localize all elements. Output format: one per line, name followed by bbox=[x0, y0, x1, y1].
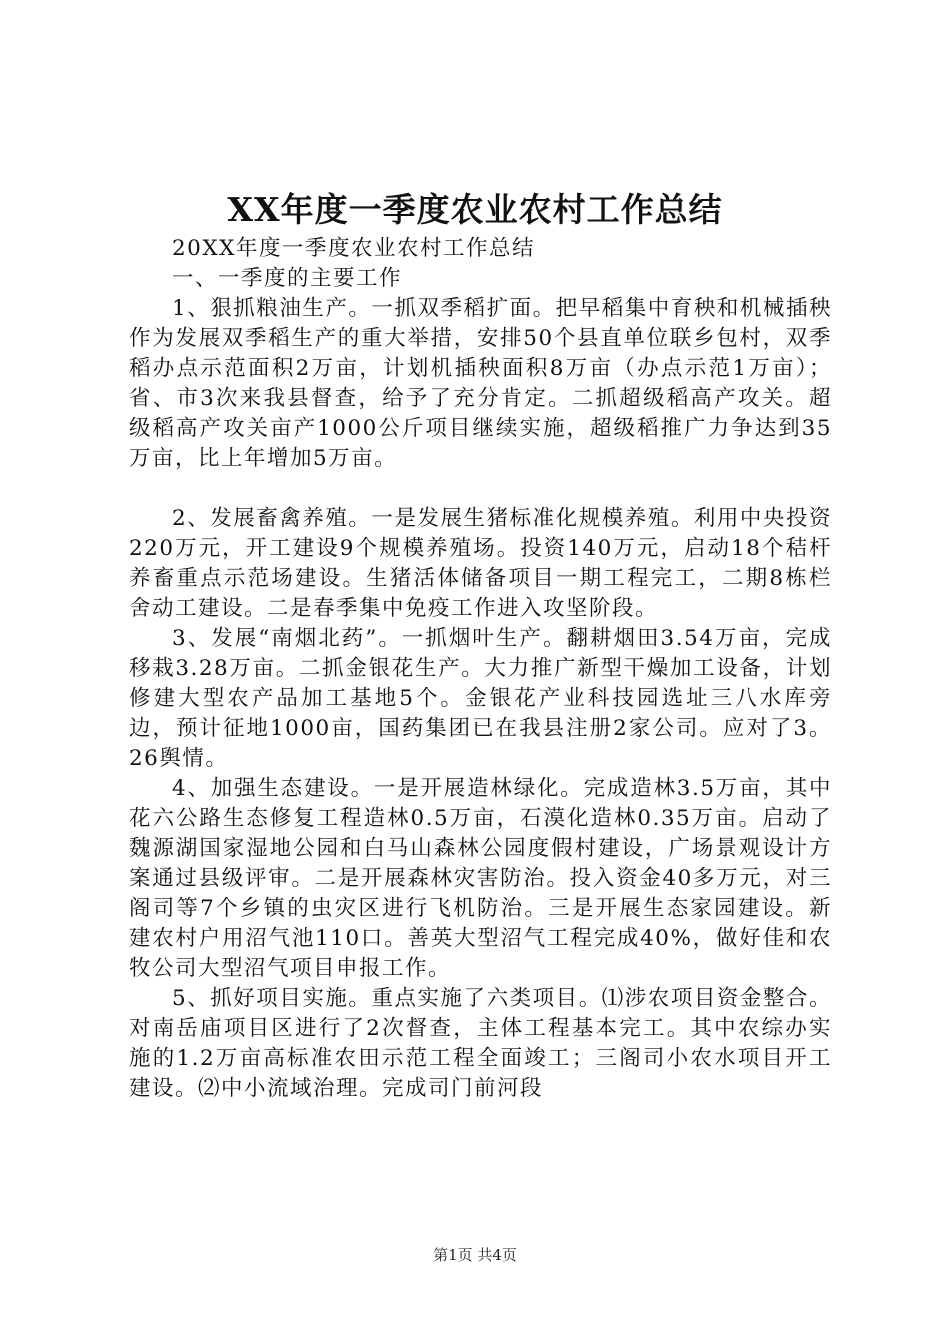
paragraph-item-3: 3、发展“南烟北药”。一抓烟叶生产。翻耕烟田3.54万亩，完成移栽3.28万亩。二抓金银花生产。大力推广新型干燥加工设备，计划修建大型农产品加工基地5个。金银花产业科技园选址三八水库旁边，预计征地1000亩，国药集团已在我县注册2家公司。应对了3。26舆情。 bbox=[129, 626, 832, 771]
paragraph-section-heading: 一、一季度的主要工作 bbox=[172, 266, 403, 291]
page-footer: 第1页 共4页 bbox=[433, 1246, 517, 1264]
paragraph-item-2: 2、发展畜禽养殖。一是发展生猪标准化规模养殖。利用中央投资220万元，开工建设9个规模养殖场。投资140万元，启动18个秸杆养畜重点示范场建设。生猪活体储备项目一期工程完工，二期8栋栏舍动工建设。二是春季集中免疫工作进入攻坚阶段。 bbox=[129, 506, 832, 621]
document-title: XX年度一季度农业农村工作总结 bbox=[227, 190, 723, 229]
paragraph-subtitle: 20XX年度一季度农业农村工作总结 bbox=[172, 236, 535, 261]
document-body bbox=[129, 234, 832, 1104]
paragraph-item-4: 4、加强生态建设。一是开展造林绿化。完成造林3.5万亩，其中花六公路生态修复工程造林0.5万亩，石漠化造林0.35万亩。启动了魏源湖国家湿地公园和白马山森林公园度假村建设，广场景观设计方案通过县级评审。二是开展森林灾害防治。投入资金40多万元，对三阁司等7个乡镇的虫灾区进行飞机防治。三是开展生态家园建设。新建农村户用沼气池110口。善英大型沼气工程完成40%，做好佳和农牧公司大型沼气项目申报工作。 bbox=[129, 776, 832, 981]
paragraph-item-1: 1、狠抓粮油生产。一抓双季稻扩面。把早稻集中育秧和机械插秧作为发展双季稻生产的重大举措，安排50个县直单位联乡包村，双季稻办点示范面积2万亩，计划机插秧面积8万亩（办点示范1万亩）；省、市3次来我县督查，给予了充分肯定。二抓超级稻高产攻关。超级稻高产攻关亩产1000公斤项目继续实施，超级稻推广力争达到35万亩，比上年增加5万亩。 bbox=[129, 296, 832, 471]
paragraph-item-5: 5、抓好项目实施。重点实施了六类项目。⑴涉农项目资金整合。对南岳庙项目区进行了2次督查，主体工程基本完工。其中农综办实施的1.2万亩高标准农田示范工程全面竣工；三阁司小农水项目开工建设。⑵中小流域治理。完成司门前河段 bbox=[129, 986, 832, 1101]
